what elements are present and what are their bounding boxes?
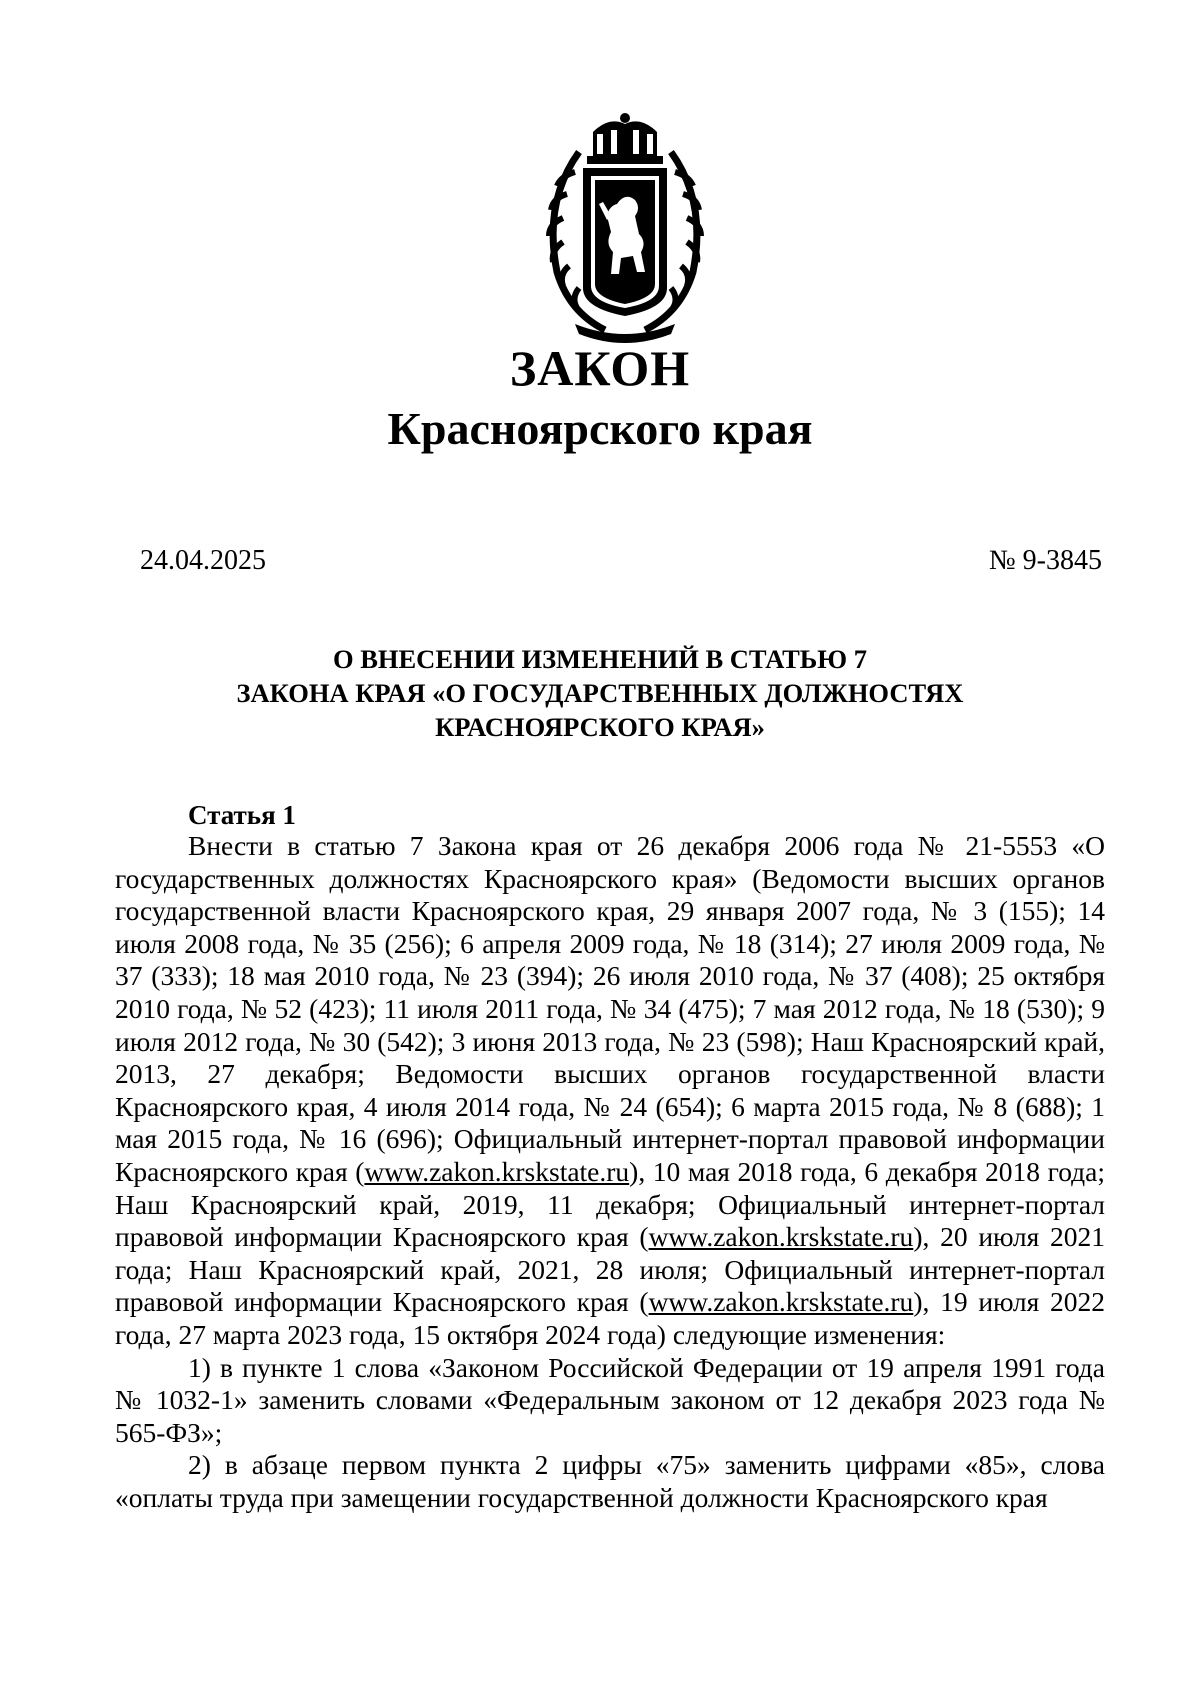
paragraph-text: ), 20 июля 2021 года; Наш Красноярский край, 2021, 28 июля; Официальный интернет-портал правовой информации Красноярского края ( bbox=[115, 1221, 1105, 1318]
portal-link[interactable]: www.zakon.krskstate.ru bbox=[648, 1221, 914, 1253]
document-number: № 9-3845 bbox=[988, 545, 1102, 576]
body-paragraph: 1) в пункте 1 слова «Законом Российской Федерации от 19 апреля 1991 года № 1032-1» заменить словами «Федеральным законом от 12 декабря 2023 года № 565-ФЗ»; bbox=[115, 1351, 1105, 1448]
coat-of-arms-emblem bbox=[535, 112, 715, 344]
paragraph-text: Внести в статью 7 Закона края от 26 декабря 2006 года № 21-5553 «О государственных должностях Красноярского края» (Ведомости высших органов государственной власти Красноярского края, 29 января 2007 года, № 3 (155); 14 июля 2008 года, № 35 (256); 6 апреля 2009 года, № 18 (314); 27 июля 2009 года, № 37 (333); 18 мая 2010 года, № 23 (394); 26 июля 2010 года, № 37 (408); 25 октября 2010 года, № 52 (423); 11 июля 2011 года, № 34 (475); 7 мая 2012 года, № 18 (530); 9 июля 2012 года, № 30 (542); 3 июня 2013 года, № 23 (598); Наш Красноярский край, 2013, 27 декабря; Ведомости высших органов государственной власти Красноярского края, 4 июля 2014 года, № 24 (654); 6 марта 2015 года, № 8 (688); 1 мая 2015 года, № 16 (696); Официальный интернет-портал правовой информации Красноярского края ( bbox=[115, 830, 1105, 1187]
coat-of-arms-icon bbox=[535, 112, 715, 344]
heading-line: ЗАКОНА КРАЯ «О ГОСУДАРСТВЕННЫХ ДОЛЖНОСТЯХ bbox=[236, 678, 964, 708]
heading-line: КРАСНОЯРСКОГО КРАЯ» bbox=[435, 712, 765, 742]
document-date: 24.04.2025 bbox=[140, 545, 266, 576]
law-region-title: Красноярского края bbox=[387, 403, 813, 454]
article-title: Статья 1 bbox=[188, 800, 296, 830]
paragraph-text: ), 10 мая 2018 года, 6 декабря 2018 года; Наш Красноярский край, 2019, 11 декабря; Официальный интернет-портал правовой информации Красноярского края ( bbox=[115, 1155, 1106, 1253]
article-body bbox=[115, 830, 1105, 1514]
portal-link[interactable]: www.zakon.krskstate.ru bbox=[364, 1155, 630, 1187]
paragraph-text: ), 19 июля 2022 года, 27 марта 2023 года, 15 октября 2024 года) следующие изменения: bbox=[115, 1286, 1105, 1350]
heading-line: О ВНЕСЕНИИ ИЗМЕНЕНИЙ В СТАТЬЮ 7 bbox=[332, 644, 868, 674]
law-heading bbox=[150, 642, 1050, 744]
portal-link[interactable]: www.zakon.krskstate.ru bbox=[648, 1286, 914, 1318]
law-title: ЗАКОН bbox=[509, 340, 691, 396]
body-paragraph bbox=[115, 830, 1105, 1352]
body-paragraph: 2) в абзаце первом пункта 2 цифры «75» заменить цифрами «85», слова «оплаты труда при замещении государственной должности Красноярского края bbox=[115, 1449, 1105, 1513]
